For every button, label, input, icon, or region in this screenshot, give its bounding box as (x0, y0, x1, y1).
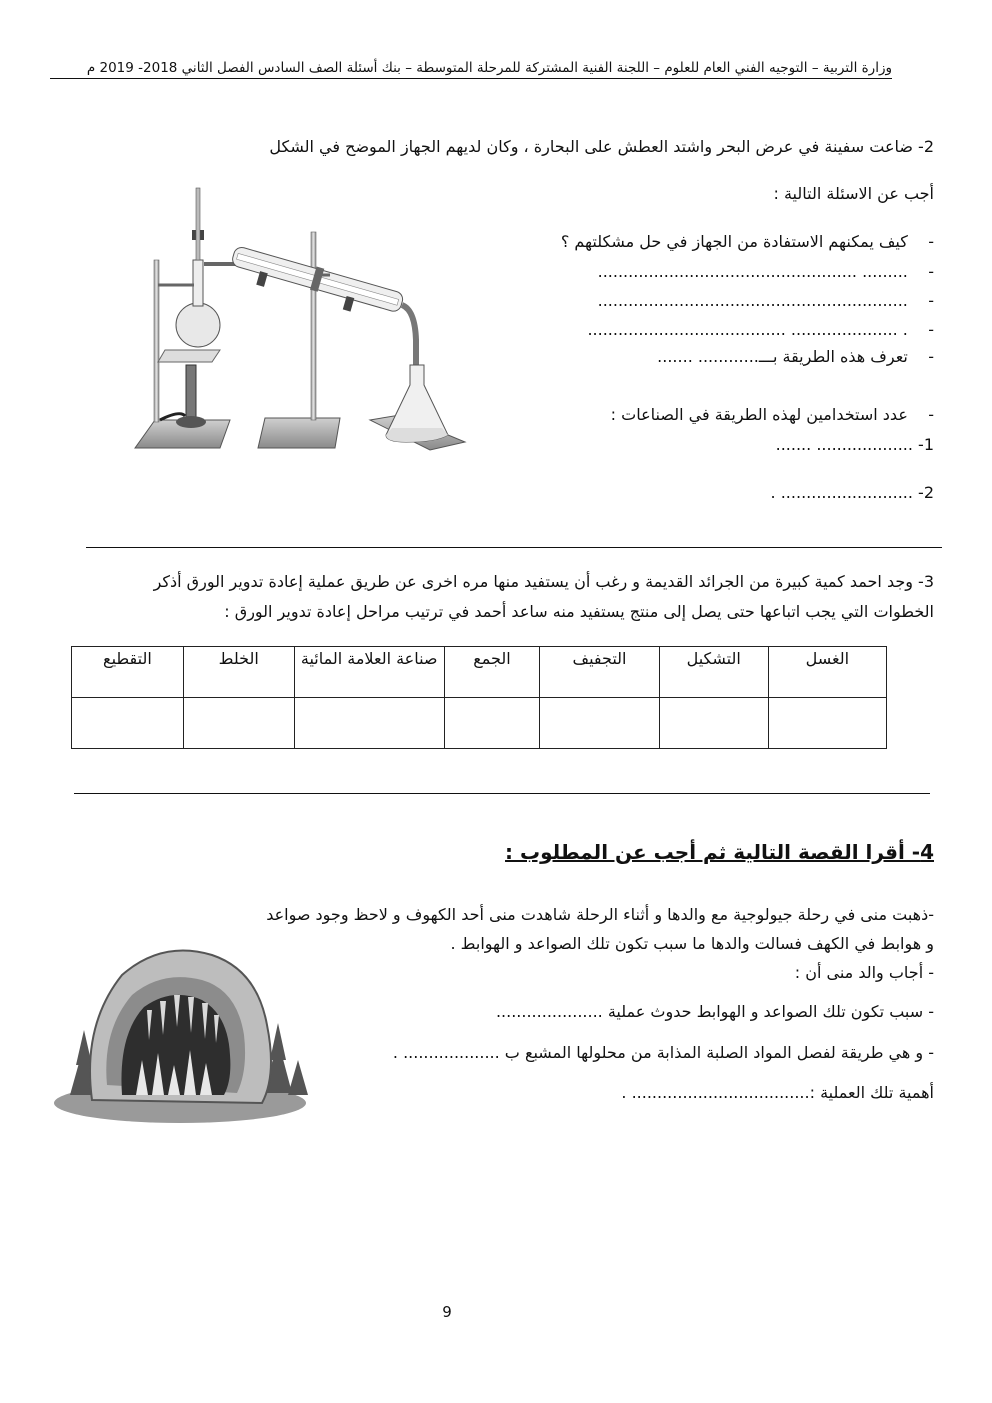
step-cell: صناعة العلامة المائية (294, 647, 444, 698)
q4-reason: - سبب تكون تلك الصواعد و الهوابط حدوث عملية ..................... (495, 1002, 934, 1021)
answer-cell[interactable] (294, 698, 444, 749)
section-separator-2 (74, 793, 930, 794)
q4-story-2: و هوابط في الكهف فسالت والدها ما سبب تكون تلك الصواعد و الهوابط . (450, 934, 934, 953)
q2-uses-prompt-text: عدد استخدامين لهذه الطريقة في الصناعات : (610, 405, 908, 424)
step-cell: الجمع (444, 647, 539, 698)
section-separator-1 (86, 547, 942, 548)
q3-line-1: 3- وجد احمد كمية كبيرة من الجرائد القديمة و رغب أن يستفيد منها مره اخرى عن طريق عملية إعادة تدوير الورق أذكر (153, 572, 934, 591)
q2-method-text: تعرف هذه الطريقة بـــ............ ....... (657, 347, 908, 366)
cave-illustration (52, 935, 310, 1125)
q2-blank-3-text: . ..................... ....................................... (587, 320, 908, 339)
step-cell: التشكيل (659, 647, 768, 698)
distillation-apparatus-illustration (130, 180, 470, 460)
q4-method: - و هي طريقة لفصل المواد الصلبة المذابة من محلولها المشبع ب ................... . (392, 1043, 934, 1062)
q2-intro: 2- ضاعت سفينة في عرض البحر واشتد العطش على البحارة ، وكان لديهم الجهاز الموضح في الشكل (269, 137, 934, 156)
answer-cell[interactable] (540, 698, 660, 749)
step-cell: الخلط (183, 647, 294, 698)
step-cell: التجفيف (540, 647, 660, 698)
steps-answer-row (72, 698, 887, 749)
q2-blank-3: - . ..................... ....................................... (587, 320, 934, 339)
page-header: وزارة التربية – التوجيه الفني العام للعلوم – اللجنة الفنية المشتركة للمرحلة المتوسطة – بنك أسئلة الصف السادس الفصل الثاني 2018- 2019 م (50, 60, 892, 79)
q4-story-1: -ذهبت منى في رحلة جيولوجية مع والدها و أثناء الرحلة شاهدت منى أحد الكهوف و لاحظ وجود صواعد (266, 905, 934, 924)
q2-answer-prompt: أجب عن الاسئلة التالية : (773, 184, 934, 203)
step-cell: التقطيع (72, 647, 184, 698)
q3-line-2: الخطوات التي يجب اتباعها حتى يصل إلى منتج يستفيد منه ساعد أحمد في ترتيب مراحل إعادة تدوير الورق : (224, 602, 934, 621)
q4-title: 4- أقرا القصة التالية ثم أجب عن المطلوب : (505, 840, 934, 864)
q2-blank-2: - ............................................................. (597, 291, 934, 310)
q2-use-1: 1- ................... ....... (775, 435, 934, 454)
step-cell: الغسل (768, 647, 886, 698)
q2-use-2: 2- .......................... . (770, 483, 934, 502)
q2-uses-prompt: - عدد استخدامين لهذه الطريقة في الصناعات : (610, 405, 934, 424)
page-number: 9 (442, 1303, 452, 1321)
answer-cell[interactable] (659, 698, 768, 749)
answer-cell[interactable] (183, 698, 294, 749)
q2-question-1: - كيف يمكنهم الاستفادة من الجهاز في حل مشكلتهم ؟ (560, 232, 934, 251)
recycling-steps-table (71, 646, 887, 749)
q4-importance: أهمية تلك العملية :................................... . (621, 1083, 934, 1102)
answer-cell[interactable] (768, 698, 886, 749)
q2-blank-1-text: ......... ................................................... (597, 262, 908, 281)
q4-answer-intro: - أجاب والد منى أن : (794, 963, 934, 982)
steps-header-row (72, 647, 887, 698)
q2-blank-1: - ......... ................................................... (597, 262, 934, 281)
q2-method: - تعرف هذه الطريقة بـــ............ ....... (657, 347, 934, 366)
q2-blank-2-text: ............................................................. (597, 291, 908, 310)
answer-cell[interactable] (444, 698, 539, 749)
q2-question-1-text: كيف يمكنهم الاستفادة من الجهاز في حل مشكلتهم ؟ (560, 232, 908, 251)
answer-cell[interactable] (72, 698, 184, 749)
